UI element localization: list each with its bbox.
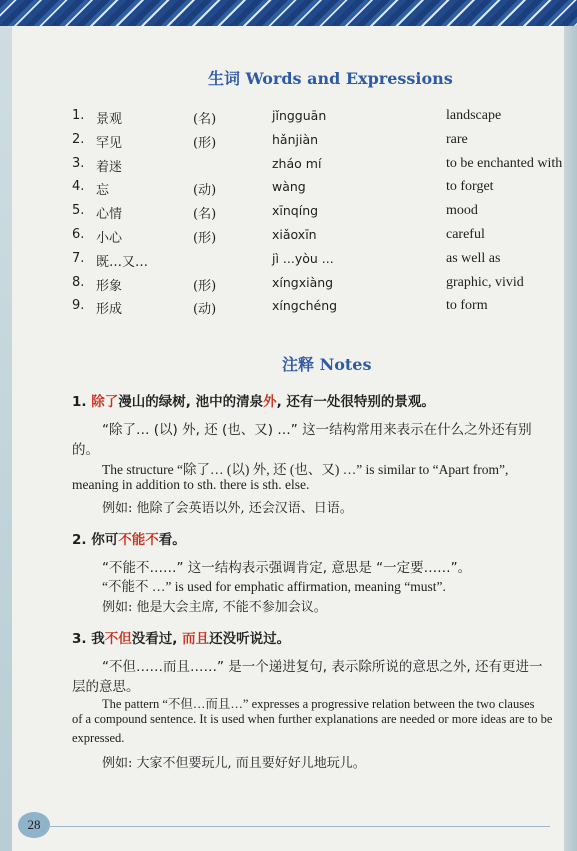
vocab-title: 生词 Words and Expressions: [208, 69, 453, 88]
heading-text: 看。: [158, 532, 186, 548]
word-number: 2.: [72, 131, 85, 147]
word-number: 5.: [72, 203, 85, 219]
word-part-of-speech: (名): [193, 207, 217, 223]
word-number: 3.: [72, 155, 85, 171]
word-pinyin: xīnqíng: [272, 203, 319, 219]
word-chinese: 罕见: [96, 135, 123, 151]
word-number: 6.: [72, 227, 85, 242]
highlight-text: 除了: [91, 394, 119, 410]
word-pinyin: zháo mí: [272, 155, 322, 171]
word-english: to forget: [446, 179, 494, 195]
word-pinyin: xíngchéng: [272, 298, 338, 314]
word-chinese: 形成: [96, 302, 123, 318]
note-3-example: 例如: 大家不但要玩儿, 而且要好好儿地玩儿。: [102, 756, 366, 771]
word-number: 7.: [72, 250, 85, 266]
heading-text: 我: [91, 631, 105, 647]
word-number: 1.: [72, 108, 85, 123]
word-pinyin: xíngxiàng: [272, 274, 334, 290]
word-chinese: 着迷: [96, 159, 123, 175]
heading-text: 没看过,: [131, 631, 183, 647]
highlight-text: 不能不: [118, 532, 159, 548]
highlight-text: 外: [263, 394, 277, 410]
note-1-english: The structure “除了… (以) 外, 还 (也、又) …” is similar to “Apart from”,: [102, 462, 509, 477]
note-number: 2.: [72, 532, 87, 548]
word-chinese: 既…又…: [96, 254, 149, 270]
note-2-heading: [72, 528, 186, 548]
note-2-example: 例如: 他是大会主席, 不能不参加会议。: [102, 600, 327, 615]
note-1-example: 例如: 他除了会英语以外, 还会汉语、日语。: [102, 501, 353, 516]
word-english: landscape: [446, 108, 502, 123]
word-chinese: 形象: [96, 278, 123, 294]
footer-rule: [50, 826, 550, 827]
word-english: mood: [446, 203, 478, 219]
heading-text: 漫山的绿树, 池中的清泉: [118, 394, 264, 410]
word-english: to be enchanted with: [446, 155, 563, 171]
note-1-english-cont: meaning in addition to sth. there is sth. else.: [72, 477, 310, 492]
word-chinese: 忘: [96, 183, 110, 199]
highlight-text: 不但: [104, 631, 132, 647]
word-pinyin: jǐngguān: [272, 108, 327, 123]
word-english: graphic, vivid: [446, 274, 524, 290]
left-page-edge: [0, 26, 12, 851]
heading-text: 还没听说过。: [209, 631, 291, 647]
note-1-explanation-cont: 的。: [72, 442, 99, 458]
word-part-of-speech: (形): [193, 278, 217, 294]
word-english: as well as: [446, 250, 501, 266]
right-page-edge: [564, 26, 577, 851]
word-pinyin: xiǎoxīn: [272, 227, 317, 242]
word-english: rare: [446, 131, 468, 147]
decorative-banner: [0, 0, 577, 26]
word-english: careful: [446, 227, 485, 242]
heading-text: , 还有一处很特别的景观。: [276, 394, 435, 410]
highlight-text: 而且: [182, 631, 210, 647]
note-3-heading: [72, 627, 290, 647]
word-part-of-speech: (形): [193, 135, 217, 151]
note-3-explanation-cont: 层的意思。: [72, 679, 140, 695]
heading-text: 你可: [91, 532, 119, 548]
word-part-of-speech: (动): [193, 183, 217, 199]
word-pinyin: hǎnjiàn: [272, 131, 319, 147]
word-chinese: 心情: [96, 207, 123, 223]
note-1-heading: [72, 390, 435, 410]
note-3-english-end: expressed.: [72, 731, 125, 745]
note-number: 1.: [72, 394, 87, 410]
note-number: 3.: [72, 631, 87, 647]
notes-title: 注释 Notes: [282, 355, 372, 374]
note-2-explanation: “不能不……” 这一结构表示强调肯定, 意思是 “一定要……”。: [102, 560, 472, 576]
note-3-explanation: “不但……而且……” 是一个递进复句, 表示除所说的意思之外, 还有更进一: [102, 659, 543, 675]
word-number: 4.: [72, 179, 85, 195]
word-chinese: 小心: [96, 231, 123, 246]
note-1-explanation: “除了… (以) 外, 还 (也、又) …” 这一结构常用来表示在什么之外还有别: [102, 422, 532, 438]
word-part-of-speech: (形): [193, 231, 217, 246]
word-number: 9.: [72, 298, 85, 314]
word-part-of-speech: (名): [193, 112, 217, 127]
word-chinese: 景观: [96, 112, 123, 127]
word-pinyin: wàng: [272, 179, 306, 195]
note-2-english: “不能不 …” is used for emphatic affirmation, meaning “must”.: [102, 579, 446, 594]
note-3-english-cont: of a compound sentence. It is used when further explanations are needed or more ideas are to be: [72, 712, 553, 726]
word-pinyin: jì ...yòu ...: [272, 250, 334, 266]
word-number: 8.: [72, 274, 85, 290]
word-part-of-speech: (动): [193, 302, 217, 318]
note-3-english: The pattern “不但…而且…” expresses a progressive relation between the two clauses: [102, 697, 535, 711]
page-number: 28: [18, 812, 50, 838]
word-english: to form: [446, 298, 488, 314]
